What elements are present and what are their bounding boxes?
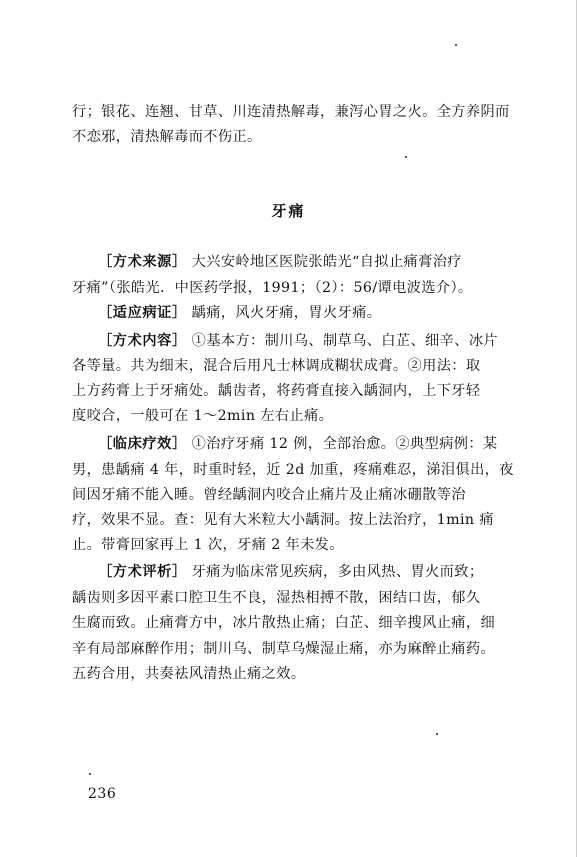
content-line: 上方药膏上于牙痛处。龋齿者，将药膏直接入龋洞内，上下牙轻 bbox=[72, 383, 481, 399]
efficacy-line: 疗，效果不显。查：见有大米粒大小龋洞。按上法治疗，1min 痛 bbox=[72, 512, 494, 528]
content-line: 各等量。共为细末，混合后用凡士林调成糊状成膏。②用法：取 bbox=[72, 358, 481, 374]
efficacy-line: 止。带膏回家再上 1 次，牙痛 2 年未发。 bbox=[72, 537, 344, 553]
content-label: ［方术内容］ bbox=[98, 333, 187, 349]
source-line: 牙痛”（张皓光．中医药学报，1991；（2）：56/谭电波选介）。 bbox=[72, 280, 473, 296]
intro-line: 行；银花、连翘、甘草、川连清热解毒，兼泻心胃之火。全方养阴而 bbox=[72, 104, 510, 120]
efficacy-text: ①治疗牙痛 12 例，全部治愈。②典型病例：某 bbox=[191, 436, 498, 452]
indication-label: ［适应病证］ bbox=[98, 305, 187, 321]
scan-speck bbox=[89, 773, 91, 775]
commentary-line: 五药合用，共奏祛风清热止痛之效。 bbox=[72, 666, 306, 682]
source-text: 大兴安岭地区医院张皓光“自拟止痛膏治疗 bbox=[191, 254, 462, 270]
scan-speck bbox=[405, 156, 407, 158]
commentary-line: 生腐而致。止痛膏方中，冰片散热止痛；白芷、细辛搜风止痛，细 bbox=[72, 615, 496, 631]
intro-line: 不恋邪，清热解毒而不伤正。 bbox=[72, 129, 262, 145]
content-line: 度咬合，一般可在 1～2min 左右止痛。 bbox=[72, 408, 334, 424]
commentary-line: 龋齿则多因平素口腔卫生不良，湿热相搏不散，困结口齿，郁久 bbox=[72, 590, 481, 606]
content-line bbox=[98, 331, 498, 351]
indication-line bbox=[98, 303, 381, 323]
efficacy-line: 间因牙痛不能入睡。曾经龋洞内咬合止痛片及止痛冰硼散等治 bbox=[72, 487, 466, 503]
indication-text: 龋痛，风火牙痛，胃火牙痛。 bbox=[191, 305, 382, 321]
efficacy-line bbox=[98, 434, 498, 454]
scan-speck bbox=[436, 733, 438, 735]
scan-speck bbox=[455, 44, 457, 46]
efficacy-label: ［临床疗效］ bbox=[98, 436, 187, 452]
section-title: 牙痛 bbox=[271, 202, 306, 220]
source-label: ［方术来源］ bbox=[98, 254, 187, 270]
commentary-label: ［方术评析］ bbox=[98, 564, 187, 580]
commentary-line bbox=[98, 562, 483, 582]
page-number: 236 bbox=[88, 786, 117, 802]
efficacy-line: 男，患龋痛 4 年，时重时轻，近 2d 加重，疼痛难忍，涕泪俱出，夜 bbox=[72, 462, 514, 478]
commentary-line: 辛有局部麻醉作用；制川乌、制草乌燥湿止痛，亦为麻醉止痛药。 bbox=[72, 641, 496, 657]
commentary-text: 牙痛为临床常见疾病，多由风热、胃火而致； bbox=[191, 564, 484, 580]
content-text: ①基本方：制川乌、制草乌、白芷、细辛、冰片 bbox=[191, 333, 498, 349]
source-line bbox=[98, 252, 462, 272]
